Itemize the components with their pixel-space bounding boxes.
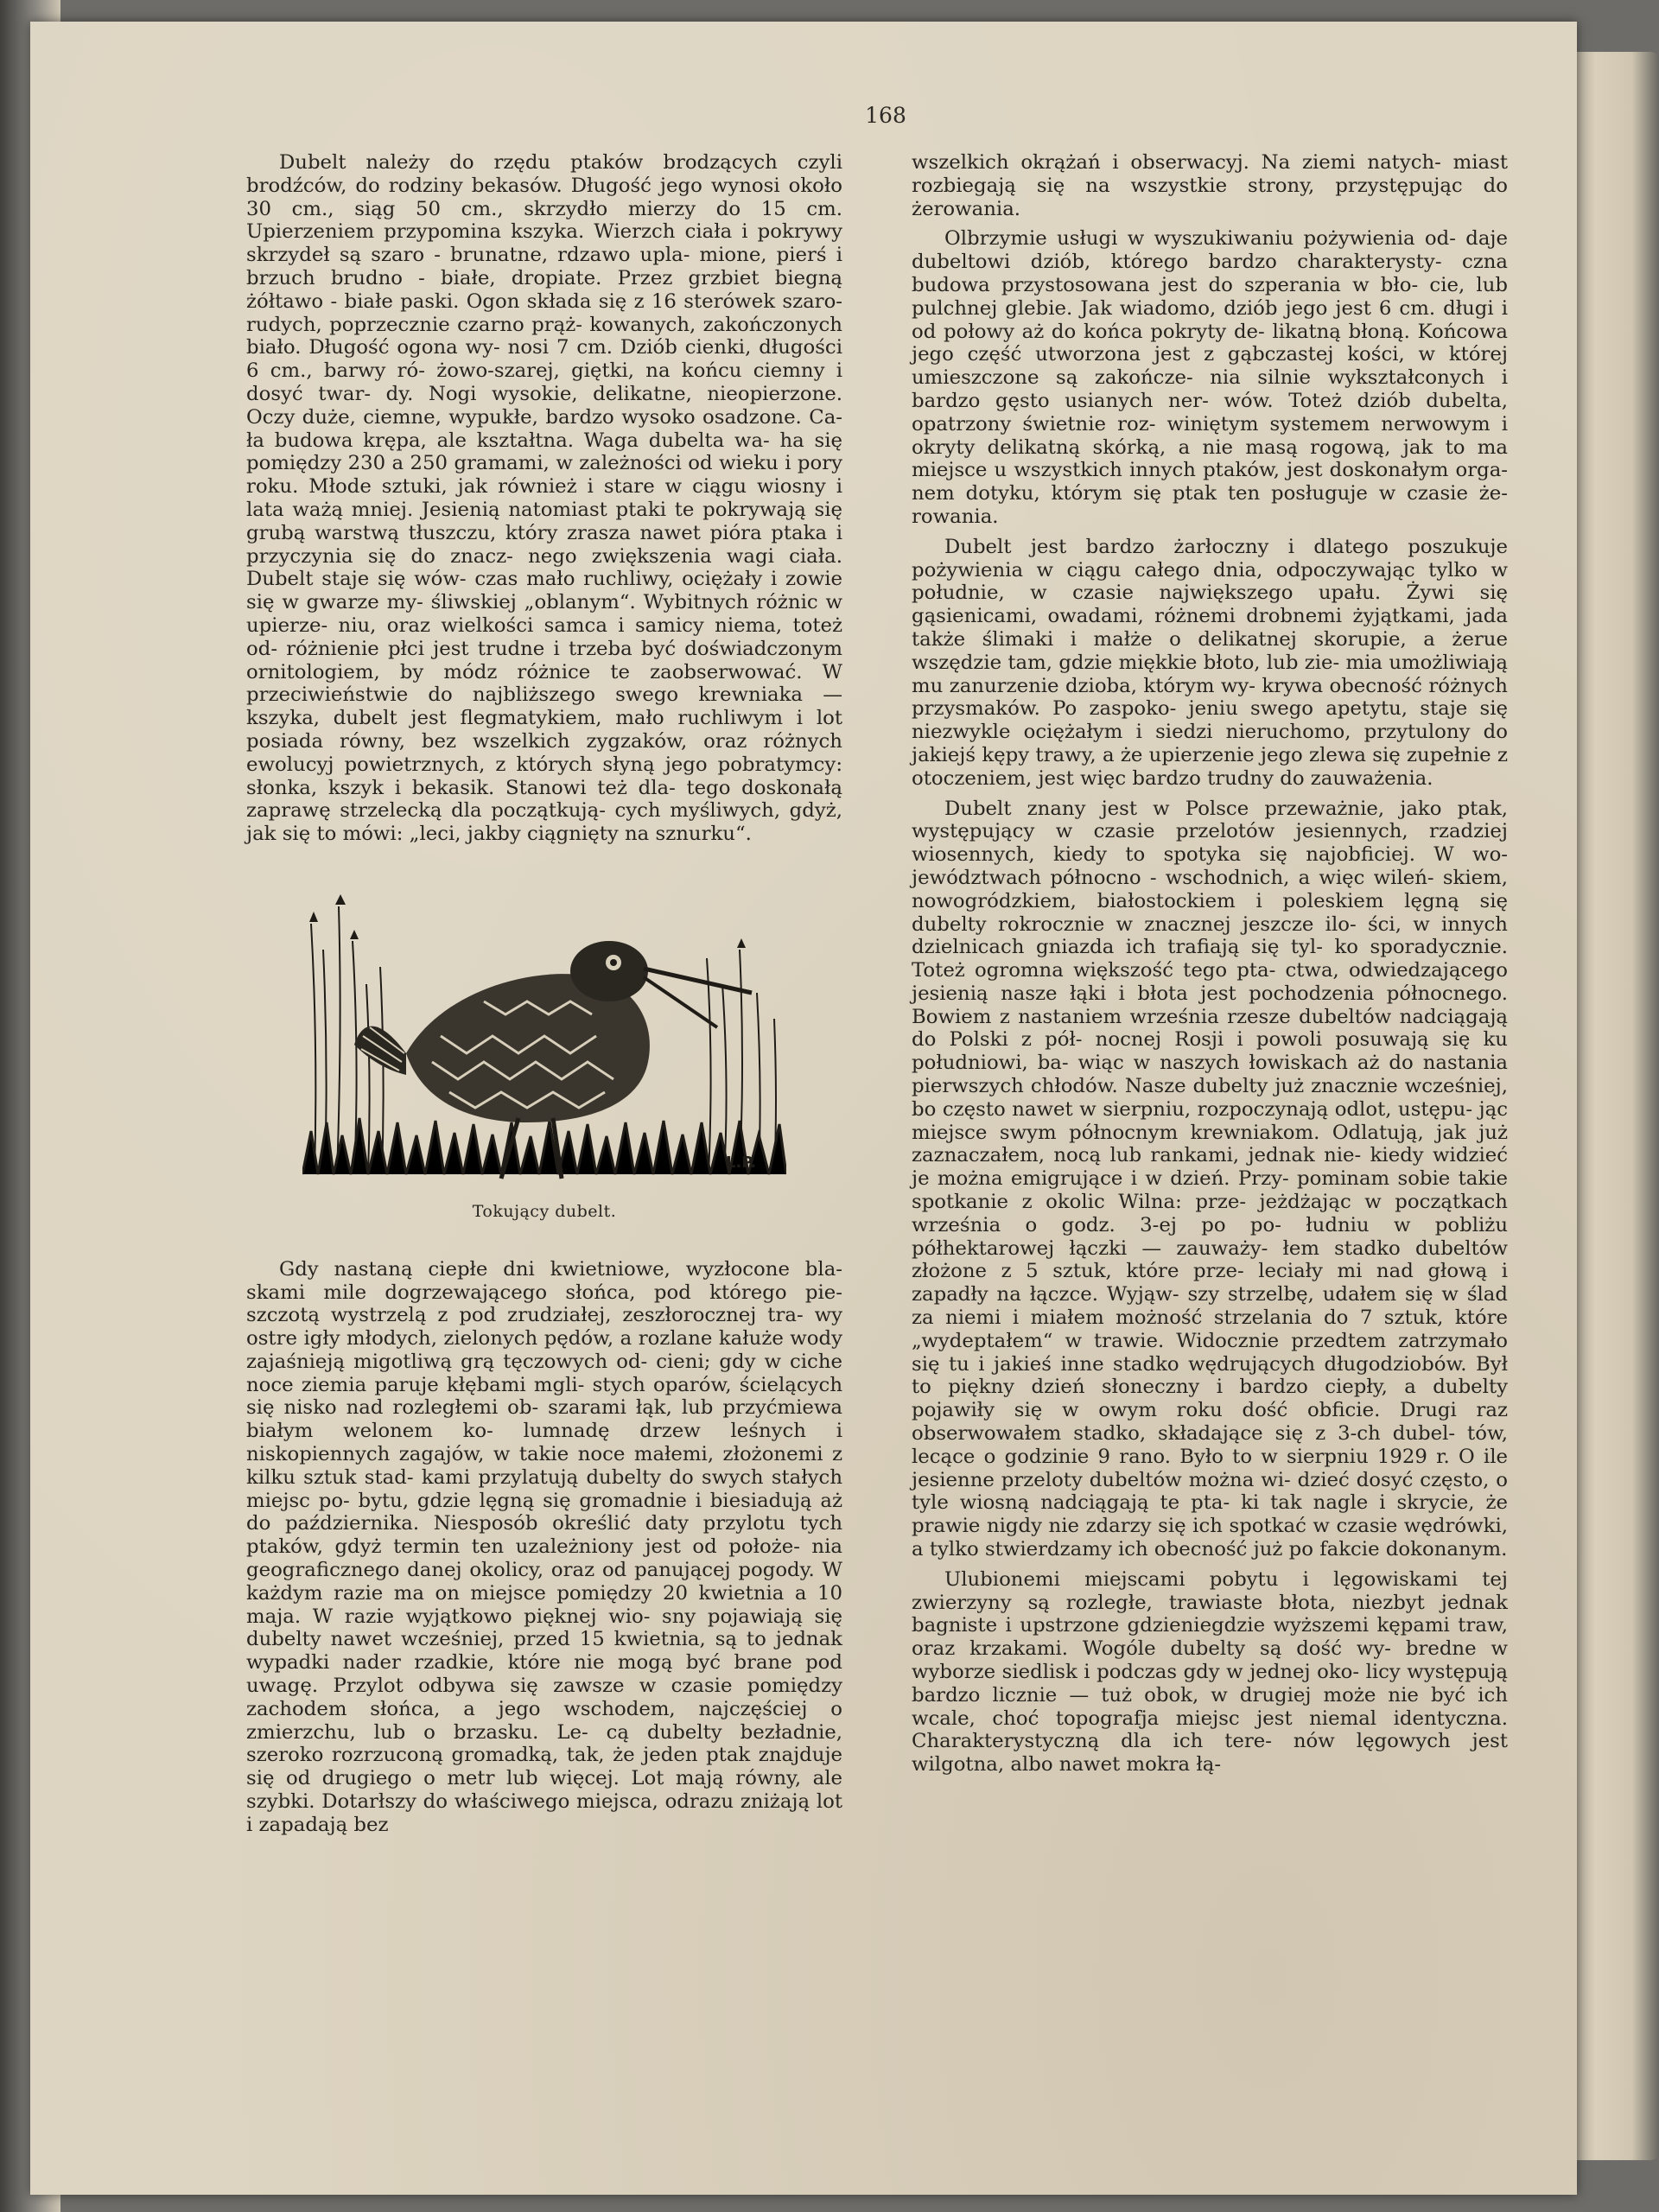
book-page xyxy=(30,22,1577,2195)
paragraph-habitat: Ulubionemi miejscami pobytu i lęgowiskami tej zwierzyny są rozległe, trawiaste błota, niezbyt jednak bagniste i upstrzone gdzieniegdzie wyższemi kępami traw, oraz krzakami. Wogóle dubelty są dość wy- bredne w wyborze siedlisk i podczas gdy w jednej oko- licy występują bardzo licznie — tuż obok, w drugiej może nie być ich wcale, choć topografja miejsc jest niemal identyczna. Charakterystyczną dla ich tere- nów lęgowych jest wilgotna, albo nawet mokra łą- xyxy=(912,1567,1508,1777)
paragraph-spring-arrival: Gdy nastaną ciepłe dni kwietniowe, wyzłocone bla- skami mile dogrzewającego słońca, pod którego pie- szczotą wystrzelą z pod zrudziałej, zeszłorocznej tra- wy ostre igły młodych, zielonych pędów, a rozlane kałuże wody zajaśnieją migotliwą grą tęczowych od- cieni; gdy w ciche noce ziemia paruje kłębami mgli- stych oparów, ścielących się nisko nad rozległemi ob- szarami łąk, lub przyćmiewa białym welonem ko- lumnadę drzew leśnych i niskopiennych zagajów, w takie noce małemi, złożonemi z kilku sztuk stad- kami przylatują dubelty do swych stałych miejsc po- bytu, gdzie lęgną się gromadnie i biesiadują aż do października. Niesposób określić daty przylotu tych ptaków, gdyż termin ten uzależniony jest od położe- nia geograficznego danej okolicy, oraz od panującej pogody. W każdym razie ma on miejsce pomiędzy 20 kwietnia a 10 maja. W razie wyjątkowo pięknej wio- sny pojawiają się dubelty nawet wcześniej, przed 15 kwietnia, są to jednak wypadki nader rzadkie, które nie mogą być brane pod uwagę. Przylot odbywa się zawsze w czasie pomiędzy zachodem słońca, a jego wschodem, najczęściej o zmierzchu, lub o brzasku. Le- cą dubelty bezładnie, szeroko rozrzuconą gromadką, tak, że jeden ptak znajduje się od drugiego o metr lub więcej. Lot mają równy, ale szybki. Dotarłszy do właściwego miejsca, odrazu zniżają lot i zapadają bez xyxy=(246,1257,842,1836)
paragraph-beak: Olbrzymie usługi w wyszukiwaniu pożywienia od- daje dubeltowi dziób, którego bardzo charakterysty- czna budowa przystosowana jest do szperania w bło- cie, lub pulchnej glebie. Jak wiadomo, dziób jego jest 6 cm. długi i od połowy aż do końca pokryty de- likatną błoną. Końcowa jego część utworzona jest z gąbczastej kości, w której umieszczone są zakończe- nia silnie wykształconych i bardzo gęsto usianych ner- wów. Toteż dziób dubelta, opatrzony świetnie roz- winiętym systemem nerwowym i okryty delikatną skórką, a nie masą rogową, jak to ma miejsce u wszystkich innych ptaków, jest doskonałym orga- nem dotyku, którym się ptak ten posługuje w czasie że- rowania. xyxy=(912,227,1508,528)
paragraph-feeding: Dubelt jest bardzo żarłoczny i dlatego poszukuje pożywienia w ciągu całego dnia, odpoczywając tylko w południe, w czasie największego upału. Żywi się gąsienicami, owadami, różnemi drobnemi żyjątkami, jada także ślimaki i małże o delikatnej skorupie, a żerue wszędzie tam, gdzie miękkie błoto, lub zie- mia umożliwiają mu zanurzenie dzioba, którym wy- krywa obecność różnych przysmaków. Po zaspoko- jeniu swego apetytu, staje się niezwykle ociężałym i siedzi nieruchomo, przytulony do jakiejś kępy trawy, a że upierzenie jego zlewa się zupełnie z otoczeniem, jest więc bardzo trudny do zauważenia. xyxy=(912,535,1508,790)
paragraph-dubelt-description: Dubelt należy do rzędu ptaków brodzących czyli brodźców, do rodziny bekasów. Długość jego wynosi około 30 cm., siąg 50 cm., skrzydło mierzy do 15 cm. Upierzeniem przypomina kszyka. Wierzch ciała i pokrywy skrzydeł są szaro - brunatne, rdzawo upla- mione, pierś i brzuch brudno - białe, dropiate. Przez grzbiet biegną żółtawo - białe paski. Ogon składa się z 16 sterówek szaro-rudych, poprzecznie czarno prąż- kowanych, zakończonych biało. Długość ogona wy- nosi 7 cm. Dziób cienki, długości 6 cm., barwy ró- żowo-szarej, giętki, na końcu ciemny i dosyć twar- dy. Nogi wysokie, delikatne, nieopierzone. Oczy duże, ciemne, wypukłe, bardzo wysoko osadzone. Ca- ła budowa krępa, ale kształtna. Waga dubelta wa- ha się pomiędzy 230 a 250 gramami, w zależności od wieku i pory roku. Młode sztuki, jak również i stare w ciągu wiosny i lata ważą mniej. Jesienią natomiast ptaki te pokrywają się grubą warstwą tłuszczu, który zrasza nawet pióra ptaka i przyczynia się do znacz- nego zwiększenia wagi ciała. Dubelt staje się wów- czas mało ruchliwy, ociężały i zowie się w gwarze my- śliwskiej „oblanym“. Wybitnych różnic w upierze- niu, oraz wielkości samca i samicy niema, toteż od- różnienie płci jest trudne i trzeba być doświadczonym ornitologiem, by módz różnice te zaobserwować. W przeciwieństwie do najbliższego swego krewniaka — kszyka, dubelt jest flegmatykiem, mało ruchliwym i lot posiada równy, bez wszelkich zygzaków, oraz różnych ewolucyj powietrznych, z których słyną jego pobratymcy: słonka, kszyk i bekasik. Stanowi też dla- tego doskonałą zaprawę strzelecką dla początkują- cych myśliwych, gdyż, jak się to mówi: „leci, jakby ciągnięty na sznurku“. xyxy=(246,151,842,846)
illustration-signature: L.P. xyxy=(726,1153,757,1172)
figure xyxy=(246,889,842,1224)
right-column xyxy=(912,151,1508,1777)
paragraph-migration: Dubelt znany jest w Polsce przeważnie, jako ptak, występujący w czasie przelotów jesiennych, rzadziej wiosennych, kiedy to spotyka się najobficiej. W wo- jewództwach północno - wschodnich, a więc wileń- skiem, nowogródzkiem, białostockiem i poleskiem lęgną się dubelty rokrocznie w znacznej jeszcze ilo- ści, w innych dzielnicach gniazda ich trafiają się tyl- ko sporadycznie. Toteż ogromna większość tego pta- ctwa, odwiedzającego jesienią nasze łąki i błota jest pochodzenia północnego. Bowiem z nastaniem września rzesze dubeltów nadciągają do Polski z pół- nocnej Rosji i powoli posuwają się ku południowi, ba- wiąc w naszych łowiskach aż do nastania pierwszych chłodów. Nasze dubelty już znacznie wcześniej, bo często nawet w sierpniu, rozpoczynają odlot, ustępu- jąc miejsce swym północnym krewniakom. Odlatują, jak już zaznaczałem, nocą lub rankami, jednak nie- kiedy widzieć je można emigrujące i w dzień. Przy- pominam sobie takie spotkanie z okolic Wilna: prze- jeżdżając w początkach września o godz. 3-ej po po- łudniu w pobliżu półhektarowej łączki — zauważy- łem stadko dubeltów złożone z 5 sztuk, które prze- leciały mi nad głową i zapadły na łączce. Wyjąw- szy strzelbę, udałem się w ślad za niemi i miałem możność strzelania do 7 sztuk, które „wydeptałem“ w trawie. Widocznie przedtem zatrzymało się tu i jakieś inne stadko wędrujących długodziobów. Był to piękny dzień słoneczny i bardzo ciepły, a dubelty pojawiły się w owym roku dość obficie. Drugi raz obserwowałem stadko, składające się z 3-ch dubel- tów, lecące o godzinie 9 rano. Było to w sierpniu 1929 r. O ile jesienne przeloty dubeltów można wi- dzieć dosyć często, o tyle wiosną nadciągają te pta- ki tak nagle i skrycie, że prawie nigdy nie zdarzy się ich spotkać w czasie wędrówki, a tylko stwierdzamy ich obecność już po fakcie dokonanym. xyxy=(912,797,1508,1561)
snipe-illustration xyxy=(302,889,786,1183)
paragraph-continuation: wszelkich okrążań i obserwacyj. Na ziemi natych- miast rozbiegają się na wszystkie strony, przystępując do żerowania. xyxy=(912,151,1508,220)
right-page-edge xyxy=(1568,52,1659,2160)
figure-caption: Tokujący dubelt. xyxy=(472,1201,617,1221)
left-column xyxy=(246,151,842,1837)
page-number: 168 xyxy=(865,103,906,128)
